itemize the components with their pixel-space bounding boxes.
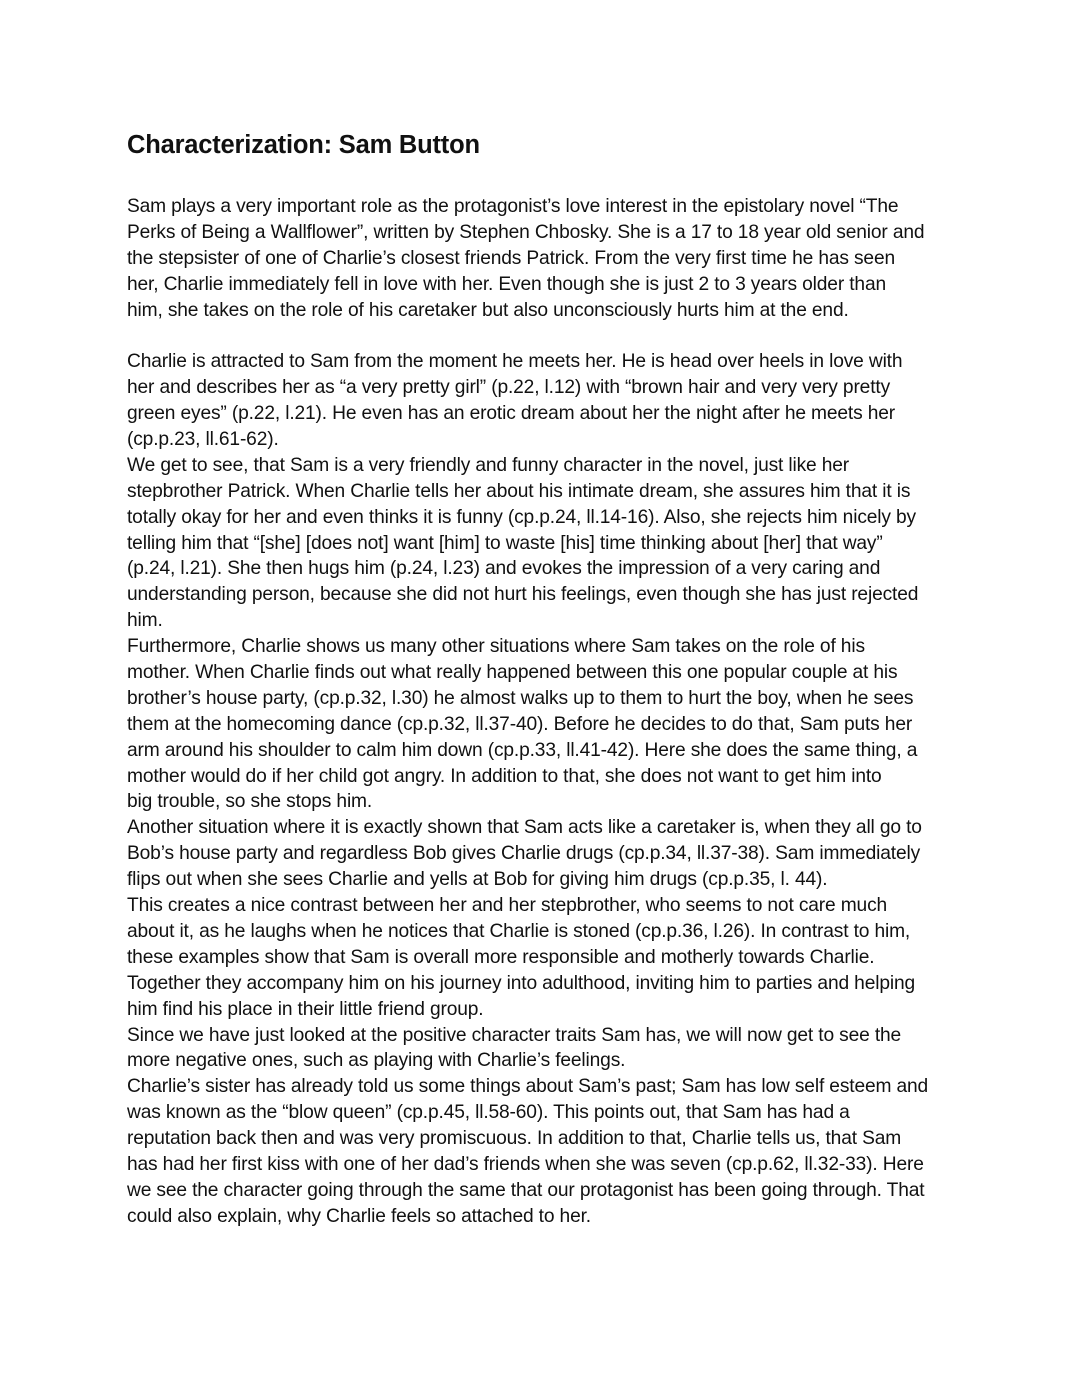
paragraph-intro [127, 194, 967, 323]
text-line: We get to see, that Sam is a very friendly and funny character in the novel, just like her [127, 454, 850, 476]
text-line: her and describes her as “a very pretty girl” (p.22, l.12) with “brown hair and very very pretty [127, 377, 891, 399]
text-line: them at the homecoming dance (cp.p.32, ll.37-40). Before he decides to do that, Sam puts her [127, 713, 913, 735]
paragraph-past [127, 1074, 967, 1229]
text-line: Bob’s house party and regardless Bob gives Charlie drugs (cp.p.34, ll.37-38). Sam immediately [127, 843, 921, 865]
text-line: him, she takes on the role of his caretaker but also unconsciously hurts him at the end. [127, 299, 849, 321]
text-line: Perks of Being a Wallflower”, written by Stephen Chbosky. She is a 17 to 18 year old senior and [127, 221, 925, 243]
text-line: telling him that “[she] [does not] want [him] to waste [his] time thinking about [her] that way” [127, 532, 883, 554]
text-line: about it, as he laughs when he notices that Charlie is stoned (cp.p.36, l.26). In contrast to him, [127, 920, 911, 942]
text-line: Charlie’s sister has already told us some things about Sam’s past; Sam has low self esteem and [127, 1076, 929, 1098]
text-line: Since we have just looked at the positive character traits Sam has, we will now get to see the [127, 1024, 902, 1046]
text-line: green eyes” (p.22, l.21). He even has an erotic dream about her the night after he meets her [127, 403, 896, 425]
text-line: more negative ones, such as playing with Charlie’s feelings. [127, 1050, 626, 1072]
text-line: totally okay for her and even thinks it is funny (cp.p.24, ll.14-16). Also, she rejects him nicely by [127, 506, 916, 528]
text-line: has had her first kiss with one of her dad’s friends when she was seven (cp.p.62, ll.32-33). Here [127, 1153, 924, 1175]
text-line: Together they accompany him on his journey into adulthood, inviting him to parties and helping [127, 972, 915, 994]
text-line: we see the character going through the same that our protagonist has been going through. That [127, 1179, 925, 1201]
text-line: reputation back then and was very promiscuous. In addition to that, Charlie tells us, that Sam [127, 1128, 902, 1150]
paragraph-caretaker [127, 815, 967, 893]
paragraph-attraction [127, 349, 967, 453]
text-line: This creates a nice contrast between her and her stepbrother, who seems to not care much [127, 895, 888, 917]
text-line: Sam plays a very important role as the protagonist’s love interest in the epistolary novel “The [127, 196, 899, 217]
text-line: stepbrother Patrick. When Charlie tells her about his intimate dream, she assures him that it is [127, 480, 911, 502]
text-line: flips out when she sees Charlie and yells at Bob for giving him drugs (cp.p.35, l. 44). [127, 869, 828, 891]
paragraph-friendly [127, 453, 967, 634]
text-line: could also explain, why Charlie feels so attached to her. [127, 1205, 591, 1227]
text-line: him find his place in their little friend group. [127, 998, 484, 1020]
text-line: these examples show that Sam is overall more responsible and motherly towards Charlie. [127, 946, 875, 968]
document-body [127, 194, 967, 1230]
paragraph-contrast [127, 893, 967, 1022]
page-title: Characterization: Sam Button [127, 131, 480, 159]
text-line: (cp.p.23, ll.61-62). [127, 429, 279, 451]
text-line: mother. When Charlie finds out what really happened between this one popular couple at his [127, 662, 898, 684]
text-line: Furthermore, Charlie shows us many other situations where Sam takes on the role of his [127, 636, 865, 658]
paragraph-spacer [127, 323, 967, 349]
text-line: Charlie is attracted to Sam from the moment he meets her. He is head over heels in love with [127, 351, 903, 373]
text-line: her, Charlie immediately fell in love with her. Even though she is just 2 to 3 years older than [127, 273, 886, 295]
text-line: Another situation where it is exactly shown that Sam acts like a caretaker is, when they all go to [127, 817, 922, 839]
text-line: (p.24, l.21). She then hugs him (p.24, l.23) and evokes the impression of a very caring and [127, 558, 881, 580]
paragraph-mother-role [127, 634, 967, 815]
text-line: him. [127, 610, 163, 632]
text-line: mother would do if her child got angry. In addition to that, she does not want to get him into [127, 765, 882, 787]
text-line: the stepsister of one of Charlie’s closest friends Patrick. From the very first time he has seen [127, 247, 895, 269]
text-line: big trouble, so she stops him. [127, 791, 373, 813]
text-line: understanding person, because she did not hurt his feelings, even though she has just rejected [127, 584, 919, 606]
text-line: arm around his shoulder to calm him down (cp.p.33, ll.41-42). Here she does the same thing, a [127, 739, 918, 761]
paragraph-transition [127, 1023, 967, 1075]
text-line: brother’s house party, (cp.p.32, l.30) he almost walks up to them to hurt the boy, when he sees [127, 687, 914, 709]
text-line: was known as the “blow queen” (cp.p.45, ll.58-60). This points out, that Sam has had a [127, 1102, 850, 1124]
